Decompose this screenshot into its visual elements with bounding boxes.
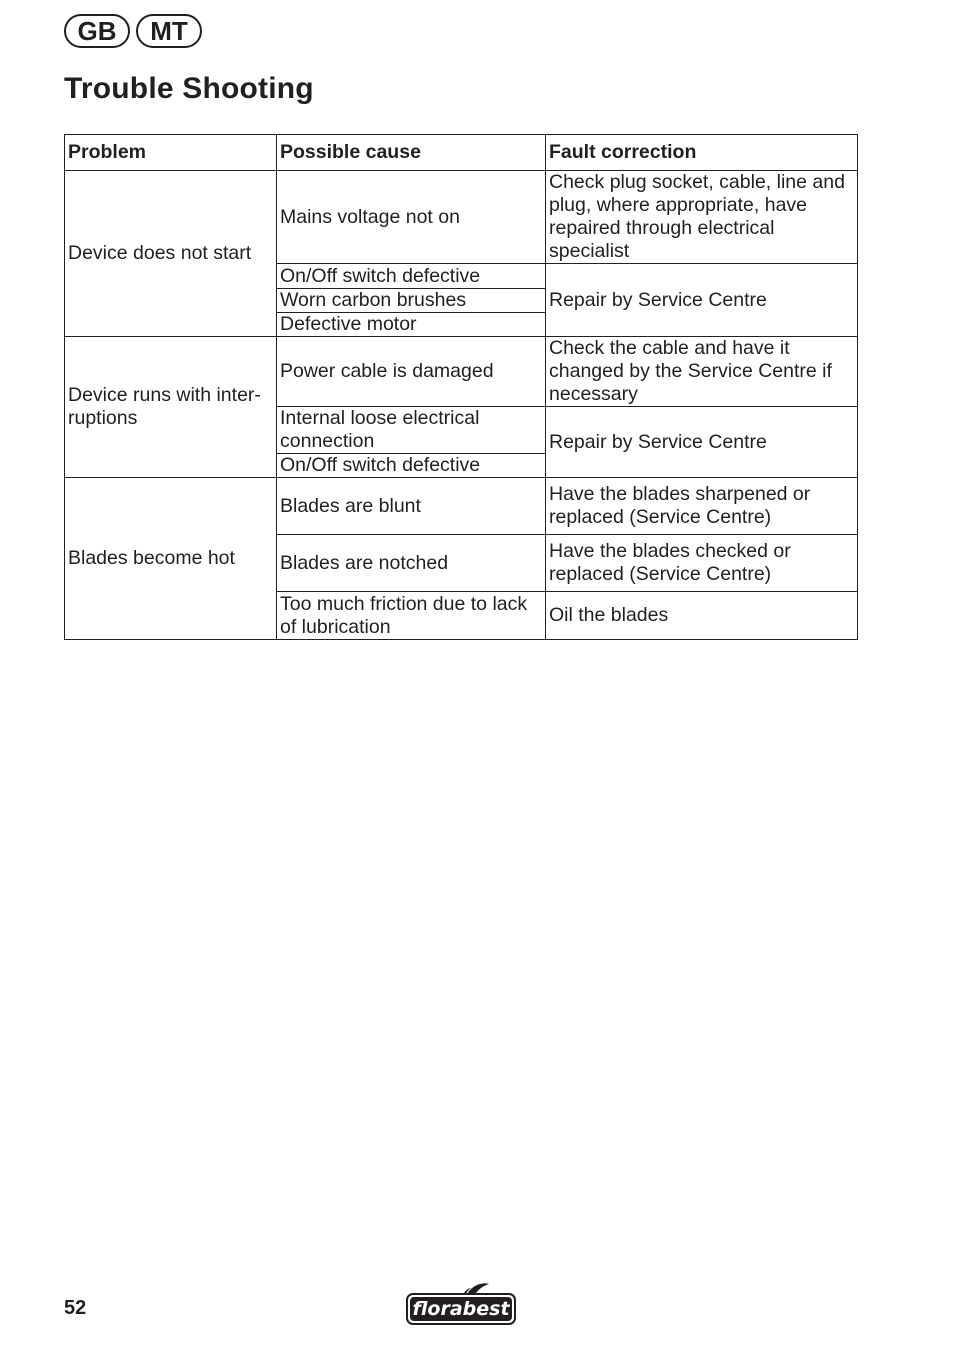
correction-cell: Have the blades checked or replaced (Service Centre) (546, 535, 858, 592)
table-row (65, 171, 858, 264)
table-row (65, 337, 858, 407)
correction-cell: Repair by Service Centre (546, 264, 858, 337)
table-header-row (65, 135, 858, 171)
cause-cell: Blades are notched (277, 535, 546, 592)
correction-cell: Check plug socket, cable, line and plug, where appropriate, have repaired through electrical specialist (546, 171, 858, 264)
language-badge-gb: GB (64, 14, 130, 48)
correction-cell: Check the cable and have it changed by the Service Centre if necessary (546, 337, 858, 407)
language-badges (64, 14, 202, 48)
problem-cell: Device runs with inter-ruptions (65, 337, 277, 478)
cause-cell: Defective motor (277, 313, 546, 337)
cause-cell: On/Off switch defective (277, 454, 546, 478)
brand-name: florabest (412, 1298, 510, 1320)
cause-cell: Mains voltage not on (277, 171, 546, 264)
header-fault-correction: Fault correction (546, 135, 858, 171)
cause-cell: Power cable is damaged (277, 337, 546, 407)
language-badge-mt: MT (136, 14, 202, 48)
table-row (65, 478, 858, 535)
cause-cell: Internal loose electrical connection (277, 407, 546, 454)
cause-cell: Too much friction due to lack of lubrication (277, 592, 546, 640)
correction-cell: Repair by Service Centre (546, 407, 858, 478)
correction-cell: Have the blades sharpened or replaced (Service Centre) (546, 478, 858, 535)
problem-cell: Blades become hot (65, 478, 277, 640)
cause-cell: On/Off switch defective (277, 264, 546, 289)
page-title: Trouble Shooting (64, 72, 314, 105)
header-problem: Problem (65, 135, 277, 171)
trouble-shooting-table (64, 134, 858, 640)
cause-cell: Worn carbon brushes (277, 289, 546, 313)
problem-cell: Device does not start (65, 171, 277, 337)
florabest-logo (405, 1282, 517, 1328)
page-number: 52 (64, 1297, 87, 1319)
cause-cell: Blades are blunt (277, 478, 546, 535)
header-possible-cause: Possible cause (277, 135, 546, 171)
correction-cell: Oil the blades (546, 592, 858, 640)
